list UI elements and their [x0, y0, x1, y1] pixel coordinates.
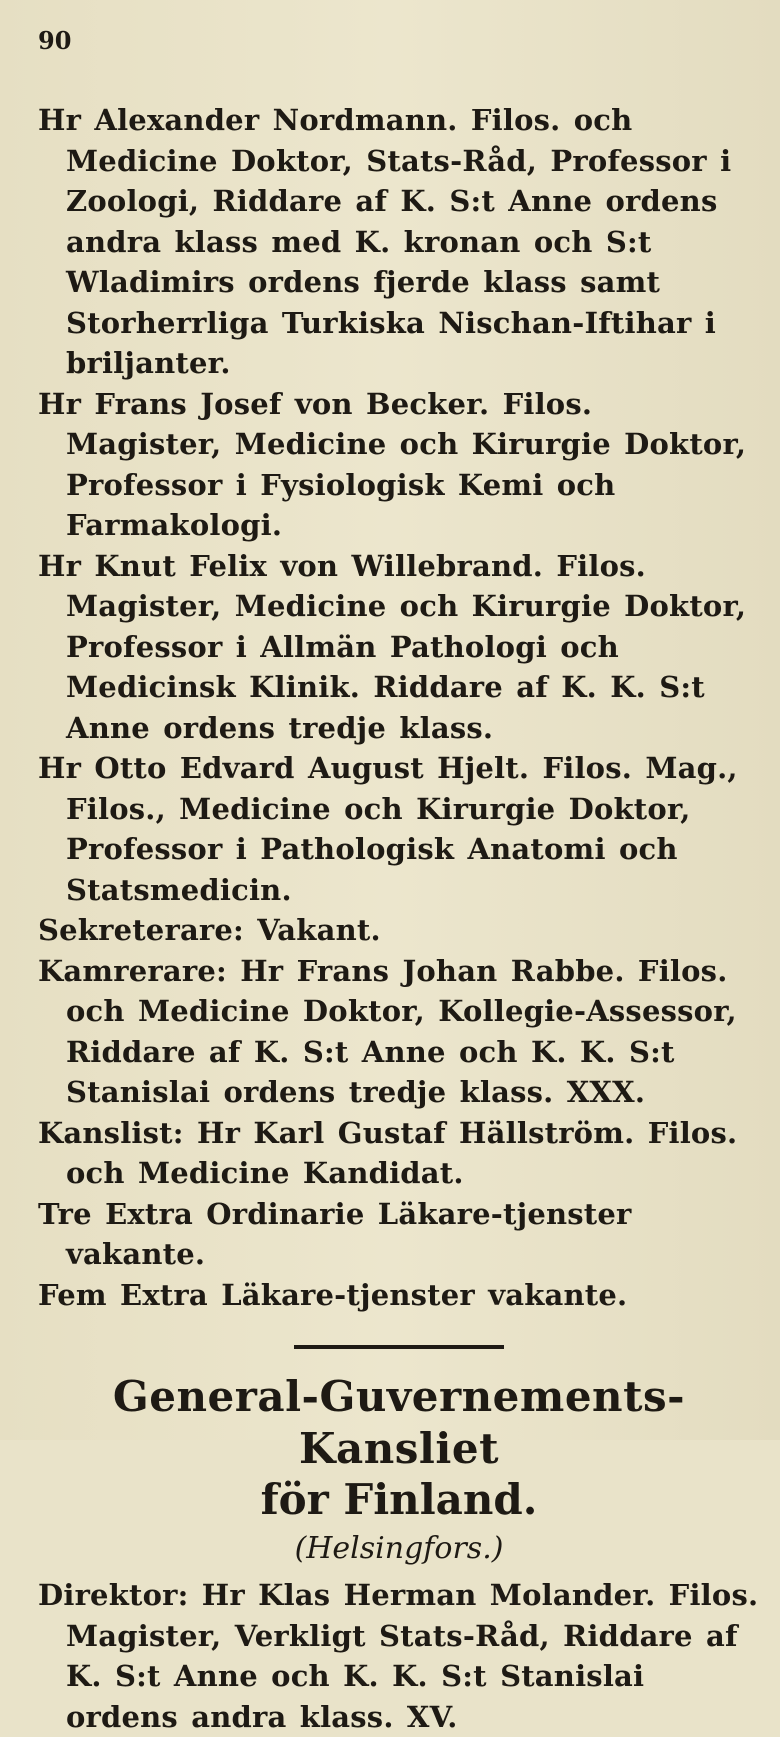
entry-nordmann: Hr Alexander Nordmann. Filos. och Medicine Doktor, Stats-Råd, Professor i Zoologi, Riddare af K. S:t Anne ordens andra klass med K. kronan och S:t Wladimirs ordens fjerde klass samt Storherrliga Turkiska Nischan-Iftihar i briljanter.	[38, 103, 732, 380]
entry-hjelt: Hr Otto Edvard August Hjelt. Filos. Mag., Filos., Medicine och Kirurgie Doktor, Professor i Pathologisk Anatomi och Statsmedicin.	[38, 751, 738, 907]
section-location: (Helsingfors.)	[294, 1531, 504, 1566]
entry-sekreterare: Sekreterare: Vakant.	[38, 913, 381, 947]
entry-extra-ordinarie: Tre Extra Ordinarie Läkare-tjenster vakante.	[38, 1196, 632, 1271]
section-subtitle: för Finland.	[260, 1475, 538, 1524]
section-divider	[294, 1345, 504, 1349]
entry-von-willebrand: Hr Knut Felix von Willebrand. Filos. Magister, Medicine och Kirurgie Doktor, Professor i Allmän Pathologi och Medicinsk Klinik. Riddare af K. K. S:t Anne ordens tredje klass.	[38, 548, 747, 745]
section-title: General-Guvernements-Kansliet	[112, 1372, 686, 1473]
entry-extra-lakare: Fem Extra Läkare-tjenster vakante.	[38, 1277, 628, 1312]
entry-kamrerare: Kamrerare: Hr Frans Johan Rabbe. Filos. och Medicine Doktor, Kollegie-Assessor, Riddare af K. S:t Anne och K. K. S:t Stanislai ordens tredje klass. XXX.	[38, 953, 737, 1109]
section-entries-list	[38, 1575, 760, 1737]
entry-von-becker: Hr Frans Josef von Becker. Filos. Magister, Medicine och Kirurgie Doktor, Professor i Fysiologisk Kemi och Farmakologi.	[38, 386, 747, 542]
page-number: 90	[38, 26, 72, 55]
entry-direktor: Direktor: Hr Klas Herman Molander. Filos. Magister, Verkligt Stats-Råd, Riddare af K. S:t Anne och K. K. S:t Stanislai ordens andra klass. XV.	[38, 1578, 759, 1734]
entries-list	[38, 100, 760, 1315]
entry-kanslist: Kanslist: Hr Karl Gustaf Hällström. Filos. och Medicine Kandidat.	[38, 1115, 738, 1190]
